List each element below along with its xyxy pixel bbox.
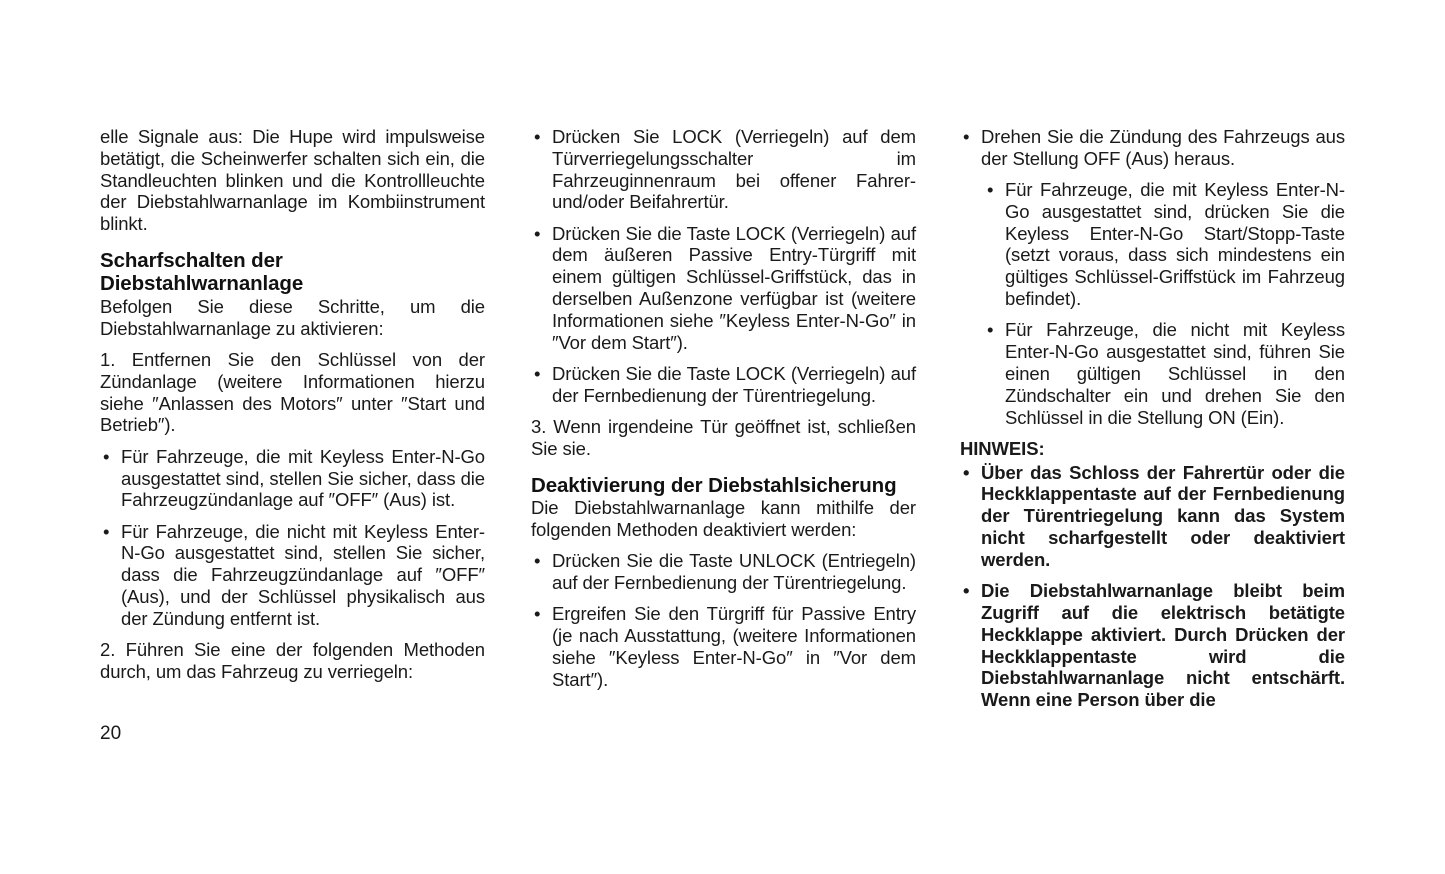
deactivation-intro: Die Diebstahlwarnanlage kann mithilfe der folgenden Methoden deaktiviert werden: <box>531 497 916 540</box>
note-title: HINWEIS: <box>960 437 1045 459</box>
step-1-bullets <box>100 446 485 630</box>
list-item: • Drehen Sie die Zündung des Fahrzeugs aus der Stellung OFF (Aus) heraus. <box>960 126 1345 170</box>
list-item: • Drücken Sie die Taste UNLOCK (Entriegeln) auf der Fernbedienung der Türentriegelung. <box>531 550 916 594</box>
step-3: 3. Wenn irgendeine Tür geöffnet ist, schließen Sie sie. <box>531 416 916 459</box>
right-column <box>960 126 1345 720</box>
step-2: 2. Führen Sie eine der folgenden Methoden durch, um das Fahrzeug zu verriegeln: <box>100 639 485 682</box>
section-heading-deactivation: Deaktivierung der Diebstahlsicherung <box>531 473 897 497</box>
arming-instructions: Befolgen Sie diese Schritte, um die Diebstahlwarnanlage zu aktivieren: <box>100 295 485 339</box>
list-item: • Für Fahrzeuge, die nicht mit Keyless Enter-N-Go ausgestattet sind, stellen Sie sicher, dass die Fahrzeugzündanlage auf ″OFF″ (Aus), und der Schlüssel physikalisch aus der Zündung entfernt ist. <box>100 521 485 630</box>
page-number: 20 <box>100 723 122 744</box>
list-item: • Über das Schloss der Fahrertür oder die Heckklappentaste auf der Fernbedienung der Türentriegelung kann das System nicht scharfgestellt oder deaktiviert werden. <box>960 462 1345 571</box>
intro-paragraph: elle Signale aus: Die Hupe wird impulsweise betätigt, die Scheinwerfer schalten sich ein, die Standleuchten blinken und die Kontrollleuchte der Diebstahlwarnanlage im Kombiinstrument blinkt. <box>100 126 485 235</box>
list-item: • Für Fahrzeuge, die nicht mit Keyless Enter-N-Go ausgestattet sind, führen Sie einen gültigen Schlüssel in den Zündschalter ein und drehen Sie den Schlüssel in die Stellung ON (Ein). <box>984 319 1345 428</box>
list-item: • Für Fahrzeuge, die mit Keyless Enter-N-Go ausgestattet sind, stellen Sie sicher, dass die Fahrzeugzündanlage auf ″OFF″ (Aus) ist. <box>100 446 485 511</box>
list-item: • Drücken Sie die Taste LOCK (Verriegeln) auf dem äußeren Passive Entry-Türgriff mit einem gültigen Schlüssel-Griffstück, das in derselben Außenzone verfügbar ist (weitere Informationen siehe ″Keyless Enter-N-Go″ in ″Vor dem Start″). <box>531 223 916 354</box>
deactivation-methods-list <box>531 550 916 690</box>
section-heading-arming: Scharfschalten der Diebstahlwarnanlage <box>100 248 304 296</box>
list-item: • Die Diebstahlwarnanlage bleibt beim Zugriff auf die elektrisch betätigte Heckklappe aktiviert. Durch Drücken der Heckklappentaste wird die Diebstahlwarnanlage nicht entschärft. Wenn eine Person über die <box>960 580 1345 711</box>
middle-column <box>531 126 916 700</box>
list-item: • Drücken Sie die Taste LOCK (Verriegeln) auf der Fernbedienung der Türentriegelung. <box>531 363 916 407</box>
lock-methods-list <box>531 126 916 407</box>
list-item: • Drücken Sie LOCK (Verriegeln) auf dem Türverriegelungsschalter im Fahrzeuginnenraum bei offener Fahrer- und/oder Beifahrertür. <box>531 126 916 213</box>
left-column <box>100 126 485 692</box>
list-item: • Ergreifen Sie den Türgriff für Passive Entry (je nach Ausstattung, (weitere Informationen siehe ″Keyless Enter-N-Go″ in ″Vor dem Start″). <box>531 603 916 690</box>
ignition-sub-list <box>960 179 1345 428</box>
ignition-method-list <box>960 126 1345 170</box>
step-1: 1. Entfernen Sie den Schlüssel von der Zündanlage (weitere Informationen hierzu siehe ″Anlassen des Motors″ unter ″Start und Betrieb″). <box>100 349 485 436</box>
list-item: • Für Fahrzeuge, die mit Keyless Enter-N-Go ausgestattet sind, drücken Sie die Keyless Enter-N-Go Start/Stopp-Taste (setzt voraus, dass sich mindestens ein gültiges Schlüssel-Griffstück im Fahrzeug befindet). <box>984 179 1345 310</box>
notes-list <box>960 462 1345 711</box>
